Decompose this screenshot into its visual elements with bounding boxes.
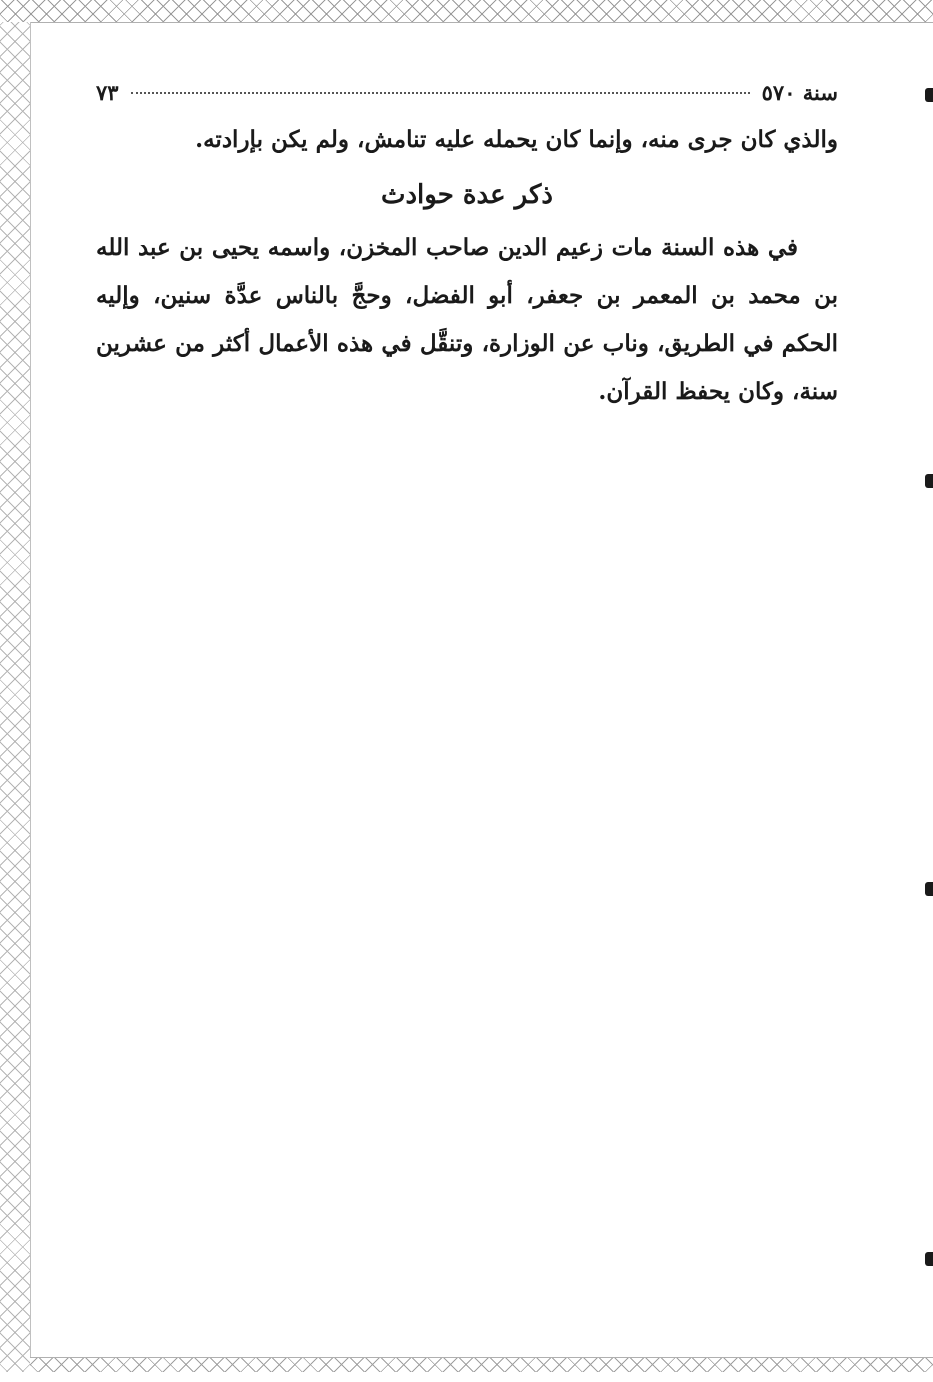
page-edge-mark: [925, 1252, 933, 1266]
decorative-border-bottom: [30, 1357, 933, 1372]
page-edge-mark: [925, 882, 933, 896]
body-paragraph: في هذه السنة مات زعيم الدين صاحب المخزن، واسمه يحيى بن عبد الله بن محمد بن المعمر بن جعفر، أبو الفضل، وحجَّ بالناس عدَّة سنين، وإليه الحكم في الطريق، وناب عن الوزارة، وتنقَّل في هذه الأعمال أكثر من عشرين سنة، وكان يحفظ القرآن.: [96, 234, 838, 405]
page-number: ٧٣: [96, 80, 119, 105]
dotted-leader: [131, 92, 750, 94]
decorative-border-top: [0, 0, 933, 23]
page-edge-mark: [925, 88, 933, 102]
continued-paragraph: والذي كان جرى منه، وإنما كان يحمله عليه تنامش، ولم يكن بإرادته.: [195, 126, 838, 153]
page-edge-mark: [925, 474, 933, 488]
section-heading: ذكر عدة حوادث: [381, 180, 553, 210]
decorative-border-left: [0, 22, 31, 1372]
header-year-label: سنة ٥٧٠: [761, 80, 838, 105]
running-header: [96, 80, 838, 116]
book-page: [96, 80, 838, 416]
